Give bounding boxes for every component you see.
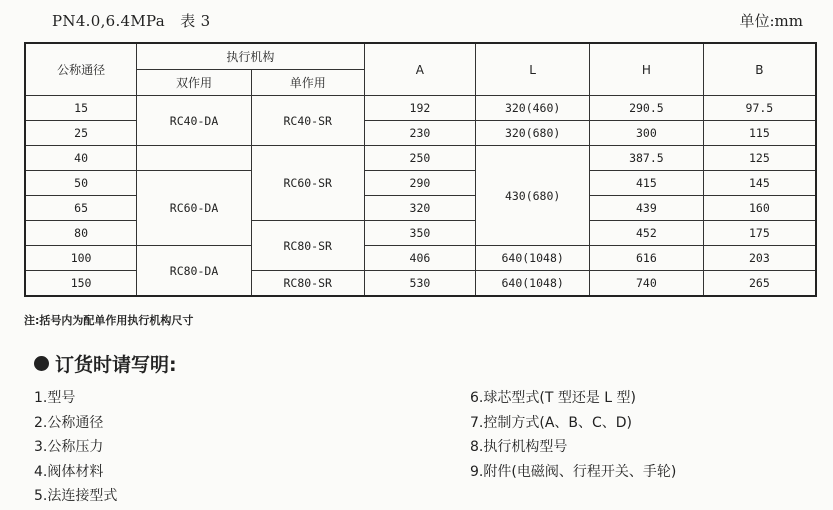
cell-h: 290.5 — [590, 96, 704, 121]
cell-dn: 15 — [25, 96, 137, 121]
pressure-spec: PN4.0,6.4MPa — [52, 12, 166, 30]
cell-h: 740 — [590, 271, 704, 297]
cell-a: 230 — [364, 121, 476, 146]
cell-h: 452 — [590, 221, 704, 246]
cell-single: RC40-SR — [251, 96, 364, 146]
list-item: 4.阀体材料 — [34, 463, 104, 480]
spec-table — [24, 42, 817, 297]
list-item: 3.公称压力 — [34, 439, 104, 455]
cell-l: 320(680) — [476, 121, 590, 146]
cell-dn: 50 — [25, 171, 137, 196]
cell-dn: 100 — [25, 246, 137, 271]
list-item: 5.法连接型式 — [34, 488, 118, 504]
cell-double-empty — [137, 146, 252, 171]
cell-single: RC60-SR — [251, 146, 364, 221]
unit-label: 单位:mm — [739, 12, 803, 30]
cell-b: 145 — [703, 171, 816, 196]
bullet-dot-icon — [34, 356, 49, 371]
header-actuator: 执行机构 — [137, 43, 364, 70]
cell-a: 320 — [364, 196, 476, 221]
cell-single: RC80-SR — [251, 221, 364, 271]
table-caption — [52, 10, 210, 31]
cell-h: 439 — [590, 196, 704, 221]
header-a: A — [364, 43, 476, 96]
cell-l: 640(1048) — [476, 246, 590, 271]
cell-a: 250 — [364, 146, 476, 171]
cell-b: 115 — [703, 121, 816, 146]
header-double: 双作用 — [137, 70, 252, 96]
cell-dn: 65 — [25, 196, 137, 221]
cell-b: 203 — [703, 246, 816, 271]
cell-double: RC40-DA — [137, 96, 252, 146]
cell-dn: 25 — [25, 121, 137, 146]
cell-h: 300 — [590, 121, 704, 146]
table-row — [25, 246, 816, 271]
header-l: L — [476, 43, 590, 96]
cell-l: 430(680) — [476, 146, 590, 246]
cell-dn: 40 — [25, 146, 137, 171]
cell-a: 192 — [364, 96, 476, 121]
cell-h: 616 — [590, 246, 704, 271]
cell-a: 406 — [364, 246, 476, 271]
list-item: 8.执行机构型号 — [470, 439, 568, 455]
list-item: 2.公称通径 — [34, 414, 104, 431]
cell-double: RC60-DA — [137, 171, 252, 246]
list-item: 9.附件(电磁阀、行程开关、手轮) — [470, 463, 677, 480]
table-row — [25, 171, 816, 196]
cell-dn: 150 — [25, 271, 137, 297]
cell-a: 290 — [364, 171, 476, 196]
cell-b: 97.5 — [703, 96, 816, 121]
cell-b: 175 — [703, 221, 816, 246]
cell-single: RC80-SR — [251, 271, 364, 297]
cell-b: 160 — [703, 196, 816, 221]
order-list-right — [470, 386, 676, 484]
list-item: 1.型号 — [34, 390, 76, 406]
cell-b: 125 — [703, 146, 816, 171]
header-nominal: 公称通径 — [25, 43, 137, 96]
cell-double: RC80-DA — [137, 246, 252, 297]
table-row — [25, 146, 816, 171]
order-heading-text: 订货时请写明: — [55, 354, 177, 376]
header-single: 单作用 — [251, 70, 364, 96]
header-b: B — [703, 43, 816, 96]
cell-l: 320(460) — [476, 96, 590, 121]
list-item: 6.球芯型式(T 型还是 L 型) — [470, 390, 636, 406]
cell-h: 387.5 — [590, 146, 704, 171]
cell-a: 350 — [364, 221, 476, 246]
cell-h: 415 — [590, 171, 704, 196]
order-heading — [34, 350, 177, 377]
header-h: H — [590, 43, 704, 96]
cell-dn: 80 — [25, 221, 137, 246]
table-row — [25, 96, 816, 121]
list-item: 7.控制方式(A、B、C、D) — [470, 414, 633, 431]
cell-l: 640(1048) — [476, 271, 590, 297]
table-note: 注:括号内为配单作用执行机构尺寸 — [24, 314, 194, 327]
table-number: 表 3 — [180, 12, 211, 30]
cell-a: 530 — [364, 271, 476, 297]
order-list-left — [34, 386, 117, 509]
cell-b: 265 — [703, 271, 816, 297]
